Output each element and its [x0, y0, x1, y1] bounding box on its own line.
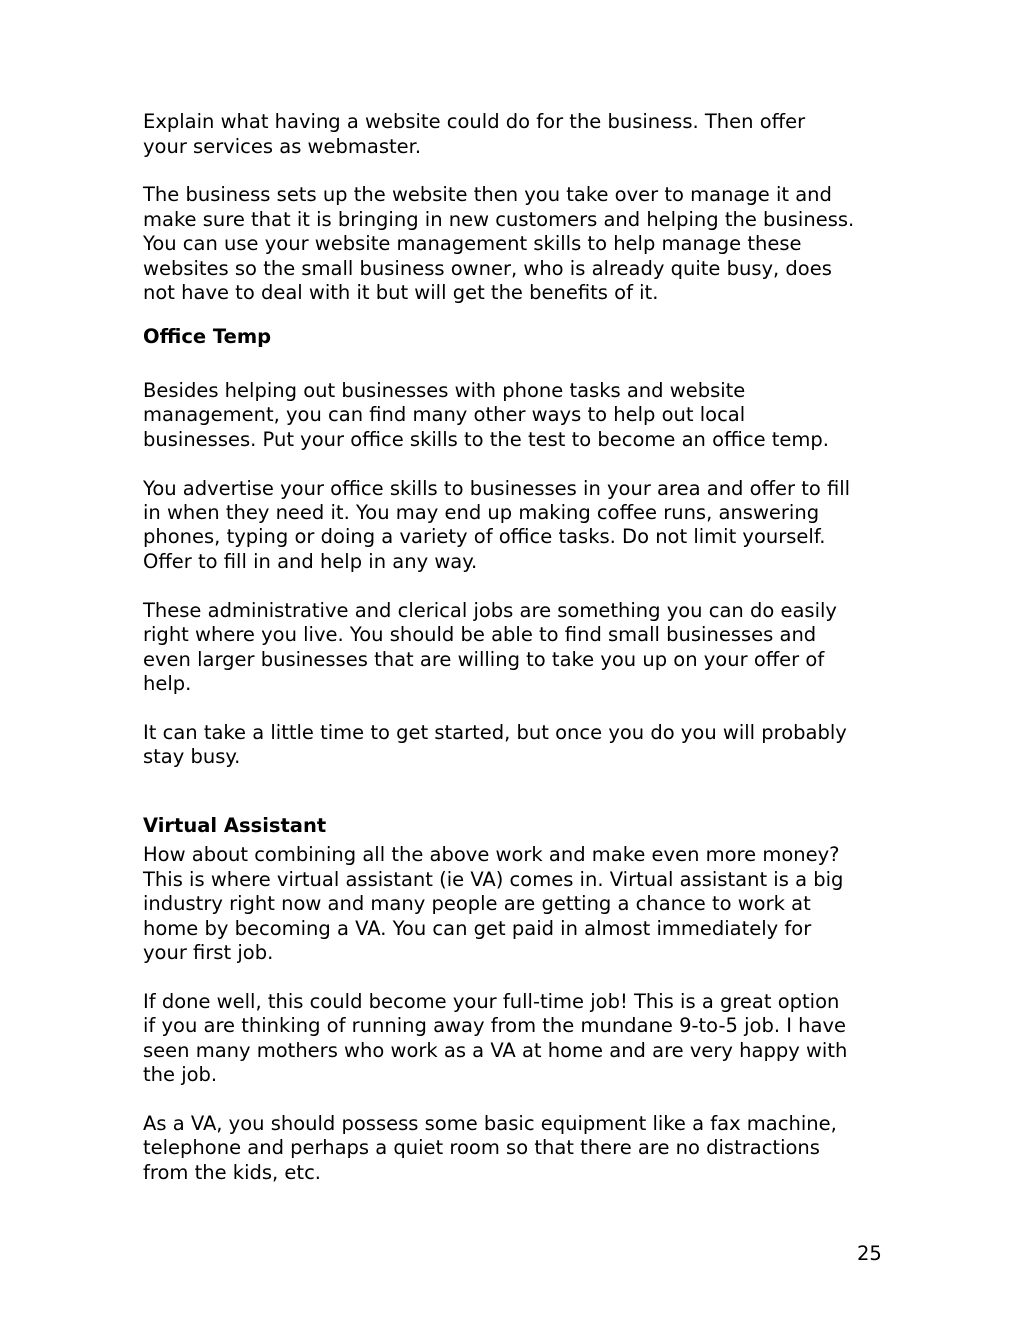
paragraph-line: phones, typing or doing a variety of office tasks. Do not limit yourself.	[143, 525, 826, 548]
paragraph-line: from the kids, etc.	[143, 1161, 321, 1184]
paragraph-line: You can use your website management skills to help manage these	[143, 232, 802, 255]
paragraph-line: management, you can find many other ways to help out local	[143, 403, 746, 426]
paragraph-line: Explain what having a website could do for the business. Then offer	[143, 110, 806, 133]
paragraph-line: As a VA, you should possess some basic equipment like a fax machine,	[143, 1112, 837, 1135]
paragraph-line: The business sets up the website then you take over to manage it and	[143, 183, 832, 206]
paragraph-line: home by becoming a VA. You can get paid in almost immediately for	[143, 917, 812, 940]
paragraph-line: the job.	[143, 1063, 218, 1086]
paragraph-line: How about combining all the above work and make even more money?	[143, 843, 840, 866]
paragraph-line: even larger businesses that are willing to take you up on your offer of	[143, 648, 825, 671]
paragraph-line: Offer to fill in and help in any way.	[143, 550, 478, 573]
paragraph-line: right where you live. You should be able to find small businesses and	[143, 623, 817, 646]
paragraph-line: industry right now and many people are getting a chance to work at	[143, 892, 811, 915]
paragraph-line: If done well, this could become your full-time job! This is a great option	[143, 990, 840, 1013]
paragraph-line: in when they need it. You may end up making coffee runs, answering	[143, 501, 820, 524]
page-number: 25	[857, 1242, 882, 1265]
paragraph-line: stay busy.	[143, 745, 241, 768]
paragraph-line: not have to deal with it but will get the benefits of it.	[143, 281, 659, 304]
paragraph-line: This is where virtual assistant (ie VA) comes in. Virtual assistant is a big	[143, 868, 844, 891]
section-heading-virtual-assistant: Virtual Assistant	[143, 814, 327, 837]
paragraph-line: It can take a little time to get started, but once you do you will probably	[143, 721, 847, 744]
paragraph-line: These administrative and clerical jobs are something you can do easily	[143, 599, 837, 622]
paragraph-line: businesses. Put your office skills to the test to become an office temp.	[143, 428, 830, 451]
paragraph-line: telephone and perhaps a quiet room so that there are no distractions	[143, 1136, 820, 1159]
section-heading-office-temp: Office Temp	[143, 325, 272, 348]
paragraph-line: You advertise your office skills to businesses in your area and offer to fill	[143, 477, 851, 500]
paragraph-line: your first job.	[143, 941, 274, 964]
paragraph-line: seen many mothers who work as a VA at home and are very happy with	[143, 1039, 848, 1062]
paragraph-line: make sure that it is bringing in new customers and helping the business.	[143, 208, 855, 231]
paragraph-line: Besides helping out businesses with phone tasks and website	[143, 379, 746, 402]
paragraph-line: help.	[143, 672, 192, 695]
paragraph-line: if you are thinking of running away from the mundane 9-to-5 job. I have	[143, 1014, 847, 1037]
paragraph-line: your services as webmaster.	[143, 135, 422, 158]
paragraph-line: websites so the small business owner, who is already quite busy, does	[143, 257, 832, 280]
